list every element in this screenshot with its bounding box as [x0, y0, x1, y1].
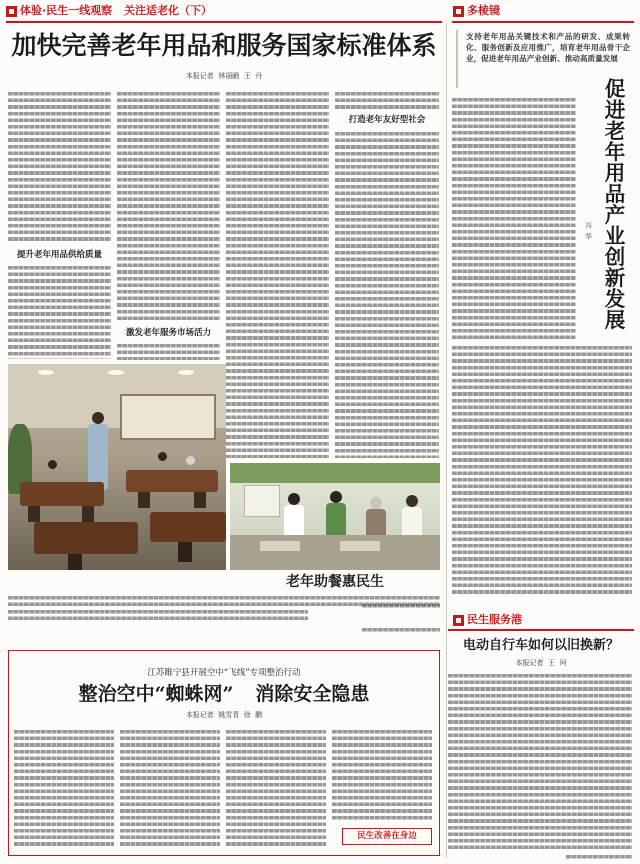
section-title: 体验·民生一线观察 [20, 4, 113, 17]
photo-person-head [92, 412, 104, 424]
body-text-block [452, 346, 632, 596]
photo-chair [138, 492, 150, 508]
body-text-block [335, 92, 439, 109]
photo-chair [178, 542, 192, 562]
boxed-article-headline [8, 682, 440, 706]
photo-chair [68, 554, 82, 570]
photo-feature-title: 老年助餐惠民生 [286, 574, 384, 590]
body-text-block [8, 92, 111, 244]
page-editor-credit [362, 628, 440, 632]
body-text-block [226, 730, 326, 848]
photo-table [150, 512, 226, 542]
photo-food-tray [340, 541, 380, 551]
photo-service-window [120, 394, 216, 440]
body-text-block [120, 730, 220, 848]
body-text-block [8, 266, 111, 359]
service-header-rule [448, 629, 634, 631]
service-marker-icon [453, 615, 464, 626]
photo-menu-board [244, 485, 280, 517]
commentary-summary: 支持老年用品关键技术和产品的研发、成果转化、服务创新及应用推广，培育老年用品骨干企业，促进老年用品产业创新、推动高质量发展 [466, 32, 630, 63]
photo-table [20, 482, 104, 506]
photo-chair [82, 506, 94, 522]
commentary-author: 冯 华 [584, 222, 592, 240]
photo-person-head [406, 495, 418, 507]
photo-person-worker [326, 503, 346, 539]
page-editor-credit [566, 855, 632, 859]
photo-restaurant [8, 364, 226, 570]
photo-light [38, 370, 54, 375]
photo-chair [28, 506, 40, 522]
photo-light [178, 370, 194, 375]
body-text-block [14, 730, 114, 848]
boxed-article-byline: 本报记者 姚雪青 徐 鹏 [185, 711, 263, 719]
section-marker-icon [6, 6, 17, 17]
photo-person-head [48, 460, 57, 469]
body-text-block [448, 674, 632, 850]
photo-chair [194, 492, 206, 508]
boxed-headline-main: 整治空中“蜘蛛网” [78, 683, 234, 705]
body-text-block [335, 132, 439, 458]
photo-credit [362, 604, 440, 608]
photo-green-panel [230, 463, 440, 483]
service-headline: 电动自行车如何以旧换新？ [462, 638, 619, 653]
body-text-block [332, 730, 432, 822]
boxed-article-kicker: 江苏睢宁县开展空中“飞线”专项整治行动 [147, 668, 301, 678]
photo-food-tray [260, 541, 300, 551]
photo-person-standing [88, 424, 108, 490]
service-byline: 本报记者 王 珂 [515, 659, 567, 667]
subhead-service-market: 激发老年服务市场活力 [125, 328, 211, 338]
photo-light [108, 370, 124, 375]
body-text-block [226, 92, 329, 458]
boxed-headline-secondary: 消除安全隐患 [255, 683, 370, 705]
body-text-block [452, 98, 576, 342]
subhead-friendly-society: 打造老年友好型社会 [348, 115, 426, 125]
body-text-block [117, 344, 220, 360]
column-divider [446, 24, 447, 858]
photo-table [126, 470, 218, 492]
commentary-title: 促进老年用品产业创新发展 [601, 78, 625, 330]
photo-person-head [158, 452, 167, 461]
service-section-title: 民生服务港 [467, 613, 522, 626]
photo-canteen [230, 463, 440, 570]
column-tag: 民生改善在身边 [342, 828, 432, 845]
photo-person-head [370, 497, 382, 509]
body-text-block [117, 92, 220, 323]
column-header-rule [452, 21, 634, 23]
photo-person-head [186, 456, 195, 465]
photo-person-head [288, 493, 300, 505]
main-byline: 本报记者 林丽鹂 王 丹 [185, 72, 263, 80]
column-title: 多棱镜 [467, 4, 500, 17]
photo-table [34, 522, 138, 554]
header-rule [6, 21, 442, 23]
main-headline: 加快完善老年用品和服务国家标准体系 [11, 31, 437, 60]
column-marker-icon [453, 6, 464, 17]
series-title: 关注适老化（下） [124, 4, 212, 17]
photo-person-worker [284, 505, 304, 539]
summary-accent-bar [456, 30, 458, 88]
photo-person-head [330, 491, 342, 503]
caption-text-block [8, 610, 308, 620]
subhead-supply-quality: 提升老年用品供给质量 [16, 250, 102, 260]
